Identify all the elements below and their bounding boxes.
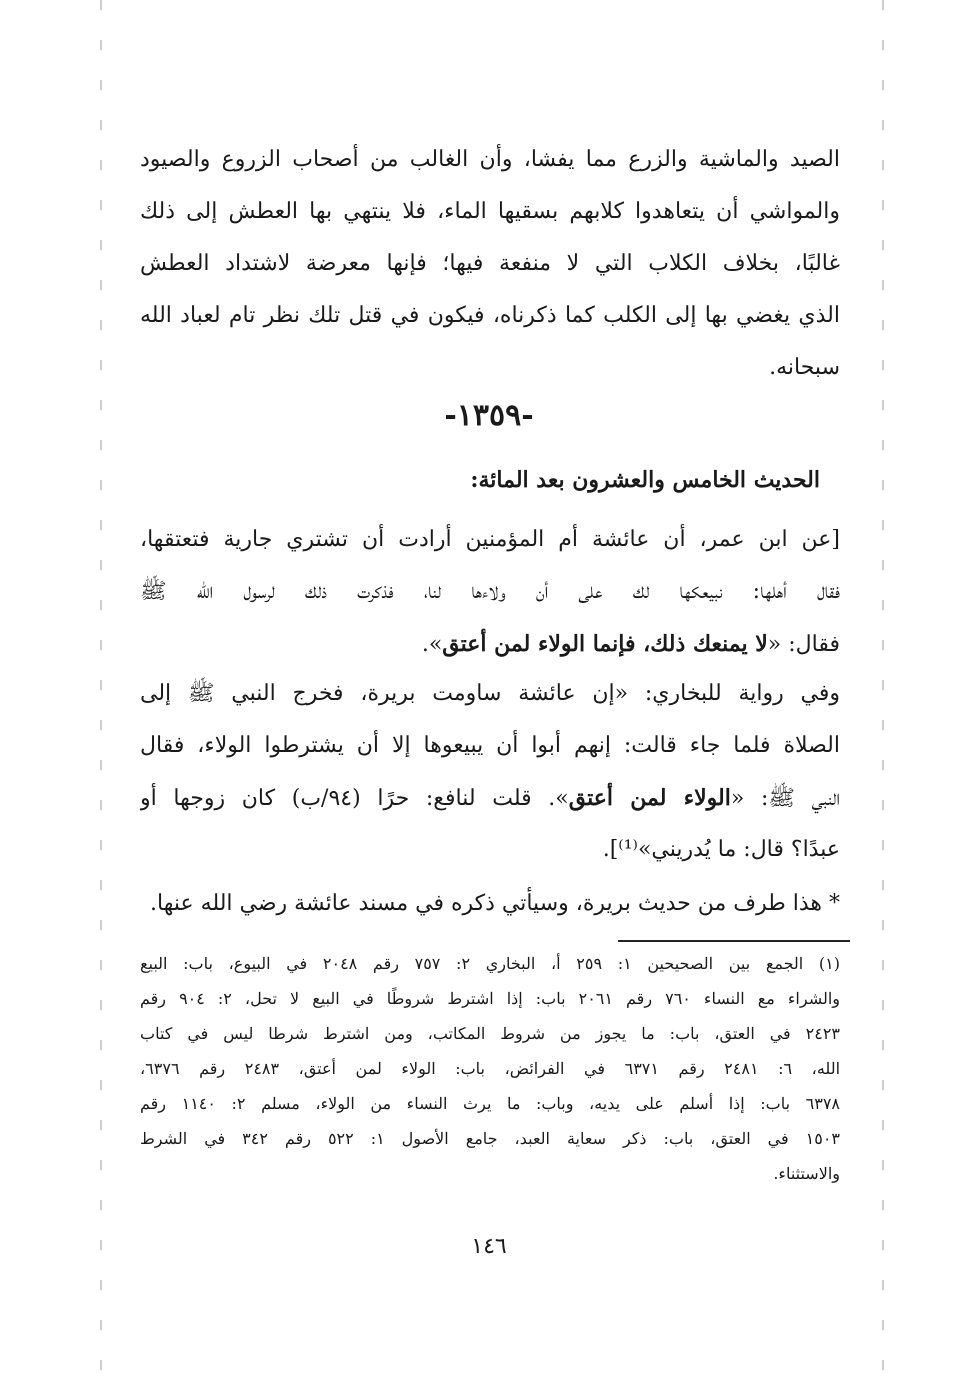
footnotes [140, 946, 840, 1191]
note [140, 878, 840, 930]
footnote-line: الله، ٦: ٢٤٨١ رقم ٦٣٧١ في الفرائض، باب: الولاء لمن أعتق، ٢٤٨٣ رقم ٦٣٧٦، [140, 1059, 840, 1078]
text-line: الصيد والماشية والزرع مما يفشا، وأن الغالب من أصحاب الزروع والصيود [140, 147, 840, 172]
footnote-line: ١٥٠٣ في العتق، باب: ذكر سعاية العبد، جامع الأصول ١: ٥٢٢ رقم ٣٤٢ في الشرط [140, 1129, 840, 1148]
footnote-line: ٢٤٢٣ في العتق، باب: ما يجوز من شروط المكاتب، ومن اشترط شرطا ليس في كتاب [140, 1024, 840, 1043]
text-line: * هذا طرف من حديث بريرة، وسيأتي ذكره في مسند عائشة رضي الله عنها. [150, 891, 840, 916]
prophetic-saying: الولاء لمن أعتق [568, 785, 731, 811]
footnote-line: والاستثناء. [773, 1164, 840, 1183]
text-line: الصلاة فلما جاء قالت: إنهم أبوا أن يبيعوها إلا أن يشترطوا الولاء، فقال [140, 733, 840, 758]
hadith-text [140, 514, 840, 670]
hadith-heading: الحديث الخامس والعشرون بعد المائة: [470, 467, 820, 493]
text-segment: النبي ﷺ: « [730, 786, 840, 811]
text-line: فقال أهلها: نبيعكها لك على أن ولاءها لنا، فذكرت ذلك لرسول الله ﷺ [140, 579, 840, 604]
scan-margin-marks [100, 0, 102, 1394]
text-line: عبدًا؟ قال: ما يُدريني»⁽¹⁾]. [602, 837, 840, 862]
text-segment: ». قلت لنافع: حرًا (٩٤/ب) كان زوجها أو [140, 786, 569, 811]
footnote-line: ٦٣٧٨ باب: إذا أسلم على يديه، وباب: ما يرث النساء من الولاء، مسلم ٢: ١١٤٠ رقم [140, 1094, 840, 1113]
prophetic-saying: لا يمنعك ذلك، فإنما الولاء لمن أعتق [442, 631, 768, 657]
footnote-line: (١) الجمع بين الصحيحين ١: ٢٥٩ أ، البخاري ٢: ٧٥٧ رقم ٢٠٤٨ في البيوع، باب: البيع [140, 954, 840, 973]
paragraph-continuation [140, 134, 840, 394]
text-segment: فقال: « [767, 632, 840, 657]
footnote-divider [618, 940, 850, 942]
text-segment: ». [421, 632, 443, 657]
text-line: غالبًا، بخلاف الكلاب التي لا منفعة فيها؛ فإنها معرضة لاشتداد العطش [140, 251, 840, 276]
text-line: وفي رواية للبخاري: «إن عائشة ساومت بريرة، فخرج النبي ﷺ إلى [140, 681, 840, 706]
text-line: الذي يغضي بها إلى الكلب كما ذكرناه، فيكون في قتل تلك نظر تام لعباد الله [140, 303, 840, 328]
text-line: والمواشي أن يتعاهدوا كلابهم بسقيها الماء، فلا ينتهي بها العطش إلى ذلك [140, 199, 840, 224]
page-number: ١٤٦ [471, 1234, 507, 1259]
hadith-number: -١٣٥٩- [444, 398, 534, 433]
footnote-line: والشراء مع النساء ٧٦٠ رقم ٢٠٦١ باب: إذا اشترط شروطًا في البيع لا تحل، ٢: ٩٠٤ رقم [140, 989, 840, 1008]
text-line [140, 618, 840, 670]
bukhari-narration [140, 668, 840, 876]
text-line: سبحانه. [769, 355, 840, 380]
text-line: [عن ابن عمر، أن عائشة أم المؤمنين أرادت أن تشتري جارية فتعتقها، [140, 527, 840, 552]
text-line [140, 772, 840, 824]
scan-margin-marks [882, 0, 884, 1394]
